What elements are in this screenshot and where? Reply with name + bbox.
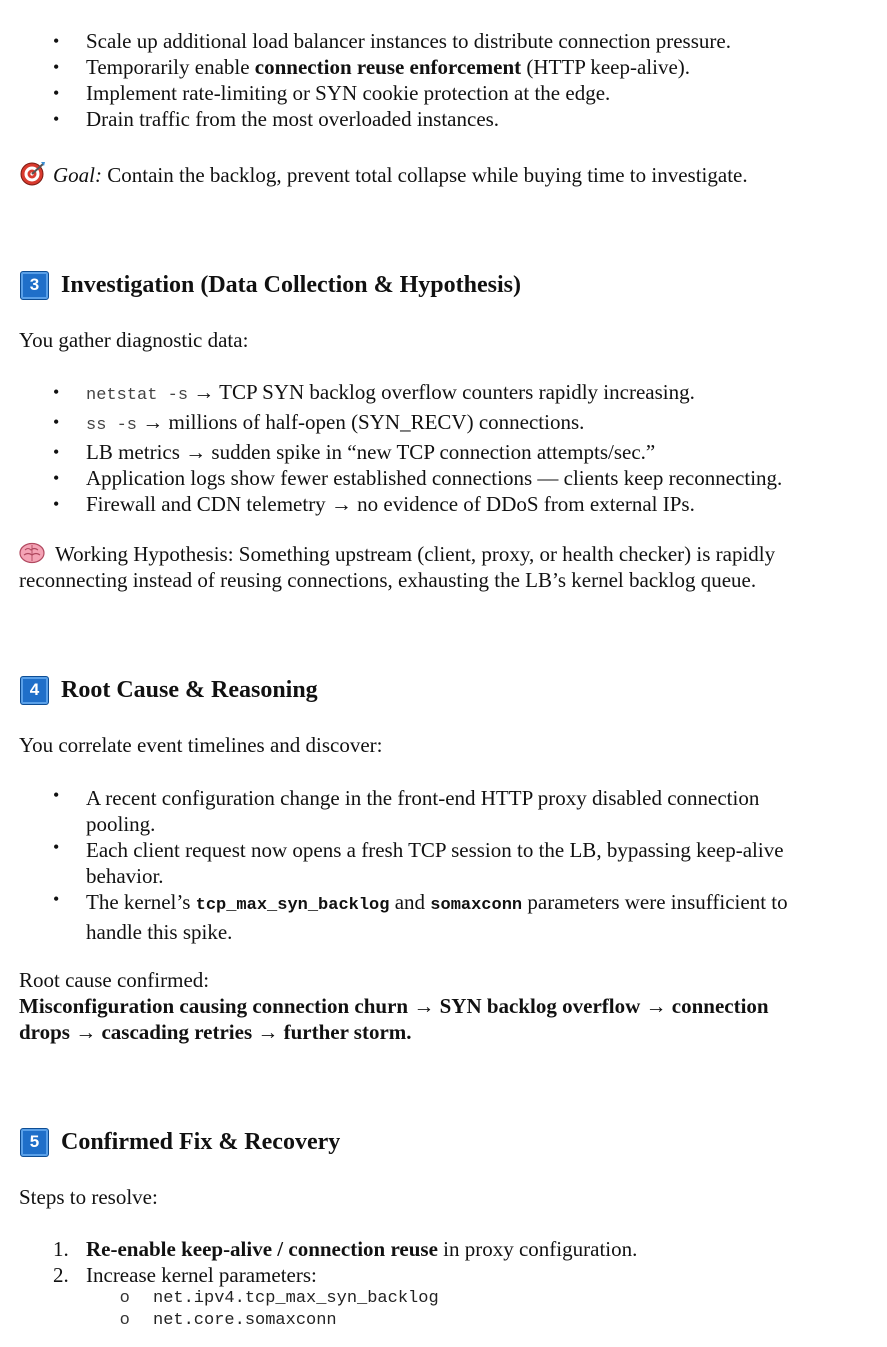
list-item: o net.core.somaxconn [153, 1310, 637, 1332]
number-badge: 5 [20, 1128, 49, 1157]
diagnostic-list [86, 379, 782, 517]
section-title: Investigation (Data Collection & Hypothesis) [61, 272, 521, 298]
mitigation-list [86, 28, 731, 132]
list-item: • A recent configuration change in the front-end HTTP proxy disabled connection pooling. [86, 785, 788, 837]
section-5-heading [20, 1127, 340, 1157]
fix-steps [53, 1236, 638, 1332]
section-4-heading [20, 675, 318, 705]
list-item: • Implement rate-limiting or SYN cookie protection at the edge. [86, 80, 731, 106]
section-intro: Steps to resolve: [19, 1185, 158, 1209]
list-item: 1. Re-enable keep-alive / connection reuse in proxy configuration. [53, 1237, 638, 1261]
list-item: • The kernel’s tcp_max_syn_backlog and somaxconn parameters were insufficient to handle this spike. [86, 889, 788, 945]
list-item: • LB metrics → sudden spike in “new TCP connection attempts/sec.” [86, 439, 782, 465]
list-item: • Firewall and CDN telemetry → no evidence of DDoS from external IPs. [86, 491, 782, 517]
goal-line: Goal: Contain the backlog, prevent total collapse while buying time to investigate. [19, 161, 748, 188]
list-item: • netstat -s → TCP SYN backlog overflow counters rapidly increasing. [86, 379, 782, 409]
list-item: 2. Increase kernel parameters: o net.ipv4.tcp_max_syn_backlog o net.core.somaxconn [86, 1262, 637, 1332]
root-cause-confirmed: Root cause confirmed: Misconfiguration causing connection churn → SYN backlog overflow → connection drops → cascading retries → further storm. [19, 968, 769, 1044]
working-hypothesis: Working Hypothesis: Something upstream (client, proxy, or health checker) is rapidly reconnecting instead of reusing connections, exhausting the LB’s kernel backlog queue. [19, 542, 776, 592]
list-item: • Drain traffic from the most overloaded instances. [86, 106, 731, 132]
root-cause-list [86, 785, 788, 945]
number-badge: 4 [20, 676, 49, 705]
target-icon [19, 161, 45, 187]
list-item: • Temporarily enable connection reuse enforcement (HTTP keep-alive). [86, 54, 731, 80]
list-item: • ss -s → millions of half-open (SYN_RECV) connections. [86, 409, 782, 439]
list-item: o net.ipv4.tcp_max_syn_backlog [153, 1288, 637, 1310]
list-item: • Application logs show fewer established connections — clients keep reconnecting. [86, 465, 782, 491]
section-3-heading [20, 270, 521, 300]
brain-icon [19, 540, 45, 566]
section-title: Root Cause & Reasoning [61, 677, 318, 703]
section-intro: You gather diagnostic data: [19, 328, 249, 352]
section-intro: You correlate event timelines and discover: [19, 733, 383, 757]
number-badge: 3 [20, 271, 49, 300]
sub-list [153, 1288, 637, 1332]
list-item: • Each client request now opens a fresh TCP session to the LB, bypassing keep-alive behavior. [86, 837, 788, 889]
goal-label: Goal: [53, 163, 102, 187]
section-title: Confirmed Fix & Recovery [61, 1129, 341, 1155]
list-item: • Scale up additional load balancer instances to distribute connection pressure. [86, 28, 731, 54]
